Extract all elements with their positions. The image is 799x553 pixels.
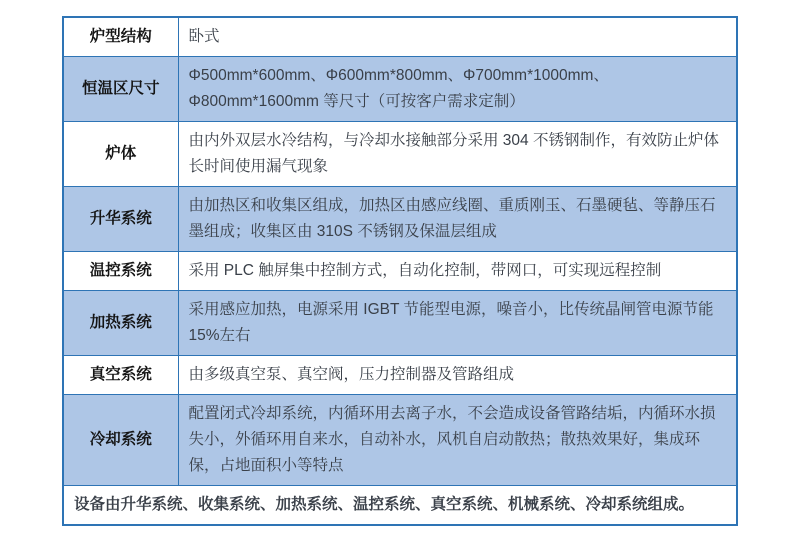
row-content: 采用 PLC 触屏集中控制方式，自动化控制，带网口，可实现远程控制 — [178, 252, 737, 291]
table-row — [63, 291, 737, 356]
row-content: 采用感应加热，电源采用 IGBT 节能型电源，噪音小，比传统晶闸管电源节能 15%左右 — [178, 291, 737, 356]
table-row — [63, 17, 737, 57]
table-row — [63, 187, 737, 252]
table-row — [63, 395, 737, 486]
row-content: 卧式 — [178, 17, 737, 57]
row-label: 恒温区尺寸 — [63, 57, 178, 122]
spec-table — [62, 16, 738, 526]
spec-table-body — [63, 17, 737, 525]
row-label: 加热系统 — [63, 291, 178, 356]
row-label: 升华系统 — [63, 187, 178, 252]
table-row — [63, 252, 737, 291]
table-footer-row — [63, 486, 737, 526]
row-label: 真空系统 — [63, 356, 178, 395]
row-content: 由内外双层水冷结构，与冷却水接触部分采用 304 不锈钢制作，有效防止炉体长时间使用漏气现象 — [178, 122, 737, 187]
footer-summary-text: 设备由升华系统、收集系统、加热系统、温控系统、真空系统、机械系统、冷却系统组成。 — [63, 486, 737, 526]
row-label: 炉体 — [63, 122, 178, 187]
table-row — [63, 122, 737, 187]
row-label: 冷却系统 — [63, 395, 178, 486]
row-content: 由加热区和收集区组成，加热区由感应线圈、重质刚玉、石墨硬毡、等静压石墨组成；收集区由 310S 不锈钢及保温层组成 — [178, 187, 737, 252]
row-label: 炉型结构 — [63, 17, 178, 57]
table-row — [63, 57, 737, 122]
table-row — [63, 356, 737, 395]
row-content: Φ500mm*600mm、Φ600mm*800mm、Φ700mm*1000mm、Φ800mm*1600mm 等尺寸（可按客户需求定制） — [178, 57, 737, 122]
row-label: 温控系统 — [63, 252, 178, 291]
row-content: 配置闭式冷却系统，内循环用去离子水，不会造成设备管路结垢，内循环水损失小，外循环用自来水，自动补水，风机自启动散热；散热效果好，集成环保，占地面积小等特点 — [178, 395, 737, 486]
row-content: 由多级真空泵、真空阀，压力控制器及管路组成 — [178, 356, 737, 395]
